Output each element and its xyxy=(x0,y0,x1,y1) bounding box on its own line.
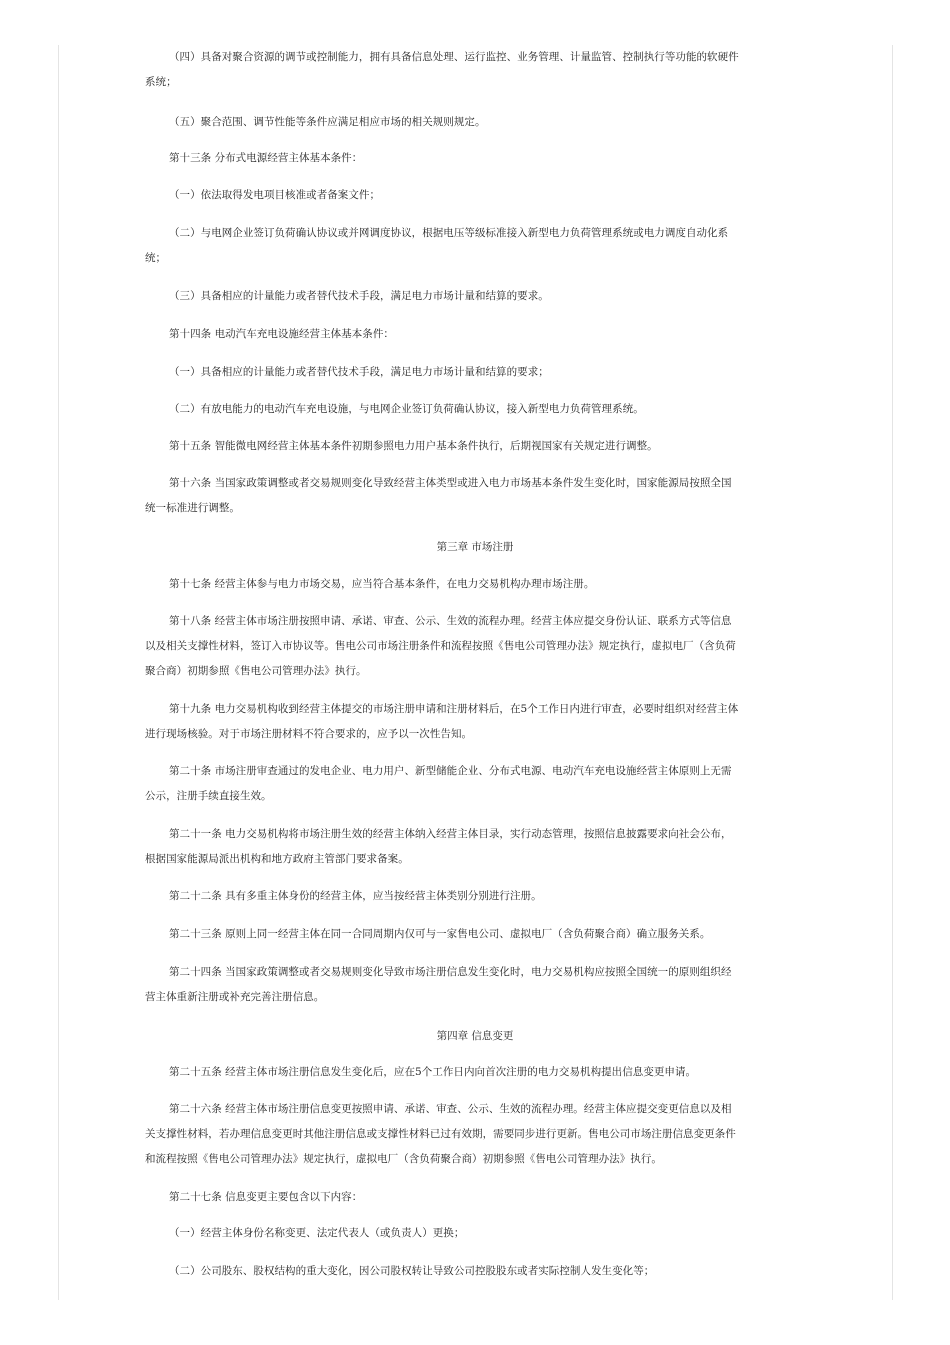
chapter-heading: 第三章 市场注册 xyxy=(436,541,514,553)
paragraph xyxy=(145,322,805,347)
chapter-heading: 第四章 信息变更 xyxy=(436,1030,514,1042)
paragraph xyxy=(145,397,805,422)
paragraph xyxy=(145,1221,805,1246)
paragraph xyxy=(145,759,805,809)
paragraph-line: 第十五条 智能微电网经营主体基本条件初期参照电力用户基本条件执行，后期视国家有关规定进行调整。 xyxy=(169,440,658,452)
paragraph-line: （二）与电网企业签订负荷确认协议或并网调度协议，根据电压等级标准接入新型电力负荷管理系统或电力调度自动化系 xyxy=(169,227,729,239)
paragraph xyxy=(145,183,805,208)
paragraph-line: （五）聚合范围、调节性能等条件应满足相应市场的相关规则规定。 xyxy=(169,116,486,128)
paragraph-line: 第十七条 经营主体参与电力市场交易，应当符合基本条件，在电力交易机构办理市场注册。 xyxy=(169,578,595,590)
paragraph-line: 根据国家能源局派出机构和地方政府主管部门要求备案。 xyxy=(145,853,409,865)
paragraph-line: 和流程按照《售电公司管理办法》规定执行，虚拟电厂（含负荷聚合商）初期参照《售电公司管理办法》执行。 xyxy=(145,1153,662,1165)
paragraph-line: 关支撑性材料，若办理信息变更时其他注册信息或支撑性材料已过有效期，需要同步进行更新。售电公司市场注册信息变更条件 xyxy=(145,1128,736,1140)
paragraph xyxy=(145,960,805,1010)
paragraph xyxy=(145,1259,805,1284)
page-border-left xyxy=(58,45,59,1300)
paragraph xyxy=(145,284,805,309)
paragraph-line: 统； xyxy=(145,252,167,264)
paragraph-line: 第二十七条 信息变更主要包含以下内容： xyxy=(169,1191,363,1203)
paragraph-line: 第二十六条 经营主体市场注册信息变更按照申请、承诺、审查、公示、生效的流程办理。经营主体应提交变更信息以及相 xyxy=(169,1103,732,1115)
paragraph xyxy=(145,922,805,947)
paragraph xyxy=(145,146,805,171)
paragraph xyxy=(145,1097,805,1172)
paragraph xyxy=(145,697,805,747)
paragraph-line: 第十三条 分布式电源经营主体基本条件： xyxy=(169,152,363,164)
paragraph-line: 第二十条 市场注册审查通过的发电企业、电力用户、新型储能企业、分布式电源、电动汽车充电设施经营主体原则上无需 xyxy=(169,765,732,777)
paragraph-line: 系统； xyxy=(145,76,177,88)
paragraph-line: 第二十二条 具有多重主体身份的经营主体，应当按经营主体类别分别进行注册。 xyxy=(169,890,542,902)
paragraph xyxy=(145,360,805,385)
paragraph xyxy=(145,572,805,597)
paragraph-line: （一）具备相应的计量能力或者替代技术手段，满足电力市场计量和结算的要求； xyxy=(169,366,549,378)
paragraph xyxy=(145,221,805,271)
paragraph-line: 聚合商）初期参照《售电公司管理办法》执行。 xyxy=(145,665,367,677)
paragraph xyxy=(145,45,805,95)
paragraph-line: 第十四条 电动汽车充电设施经营主体基本条件： xyxy=(169,328,394,340)
paragraph xyxy=(145,471,805,521)
paragraph-line: （二）有放电能力的电动汽车充电设施，与电网企业签订负荷确认协议，接入新型电力负荷管理系统。 xyxy=(169,403,644,415)
paragraph xyxy=(145,1060,805,1085)
paragraph-line: 第十八条 经营主体市场注册按照申请、承诺、审查、公示、生效的流程办理。经营主体应提交身份认证、联系方式等信息 xyxy=(169,615,732,627)
paragraph xyxy=(145,884,805,909)
paragraph-line: 进行现场核验。对于市场注册材料不符合要求的，应予以一次性告知。 xyxy=(145,728,473,740)
paragraph xyxy=(145,609,805,684)
paragraph-line: 第十九条 电力交易机构收到经营主体提交的市场注册申请和注册材料后，在5个工作日内进行审查，必要时组织对经营主体 xyxy=(169,703,739,715)
paragraph-line: 公示，注册手续直接生效。 xyxy=(145,790,272,802)
paragraph-line: 第十六条 当国家政策调整或者交易规则变化导致经营主体类型或进入电力市场基本条件发生变化时，国家能源局按照全国 xyxy=(169,477,732,489)
paragraph-line: 第二十四条 当国家政策调整或者交易规则变化导致市场注册信息发生变化时，电力交易机构应按照全国统一的原则组织经 xyxy=(169,966,732,978)
page-border-right xyxy=(892,45,893,1300)
paragraph-line: 第二十一条 电力交易机构将市场注册生效的经营主体纳入经营主体目录，实行动态管理，按照信息披露要求向社会公布， xyxy=(169,828,732,840)
paragraph-line: （四）具备对聚合资源的调节或控制能力，拥有具备信息处理、运行监控、业务管理、计量监管、控制执行等功能的软硬件 xyxy=(169,51,739,63)
paragraph-line: （一）依法取得发电项目核准或者备案文件； xyxy=(169,189,380,201)
paragraph xyxy=(145,110,805,135)
paragraph-line: 统一标准进行调整。 xyxy=(145,502,240,514)
paragraph-line: 第二十五条 经营主体市场注册信息发生变化后，应在5个工作日内向首次注册的电力交易机构提出信息变更申请。 xyxy=(169,1066,697,1078)
paragraph-line: 营主体重新注册或补充完善注册信息。 xyxy=(145,991,325,1003)
paragraph-line: 第二十三条 原则上同一经营主体在同一合同周期内仅可与一家售电公司、虚拟电厂（含负荷聚合商）确立服务关系。 xyxy=(169,928,711,940)
paragraph-line: （一）经营主体身份名称变更、法定代表人（或负责人）更换； xyxy=(169,1227,465,1239)
paragraph xyxy=(145,1185,805,1210)
paragraph-line: （三）具备相应的计量能力或者替代技术手段，满足电力市场计量和结算的要求。 xyxy=(169,290,549,302)
paragraph-line: 以及相关支撑性材料，签订入市协议等。售电公司市场注册条件和流程按照《售电公司管理办法》规定执行，虚拟电厂（含负荷 xyxy=(145,640,736,652)
paragraph xyxy=(145,434,805,459)
paragraph-line: （二）公司股东、股权结构的重大变化，因公司股权转让导致公司控股股东或者实际控制人发生变化等； xyxy=(169,1265,655,1277)
paragraph xyxy=(145,822,805,872)
